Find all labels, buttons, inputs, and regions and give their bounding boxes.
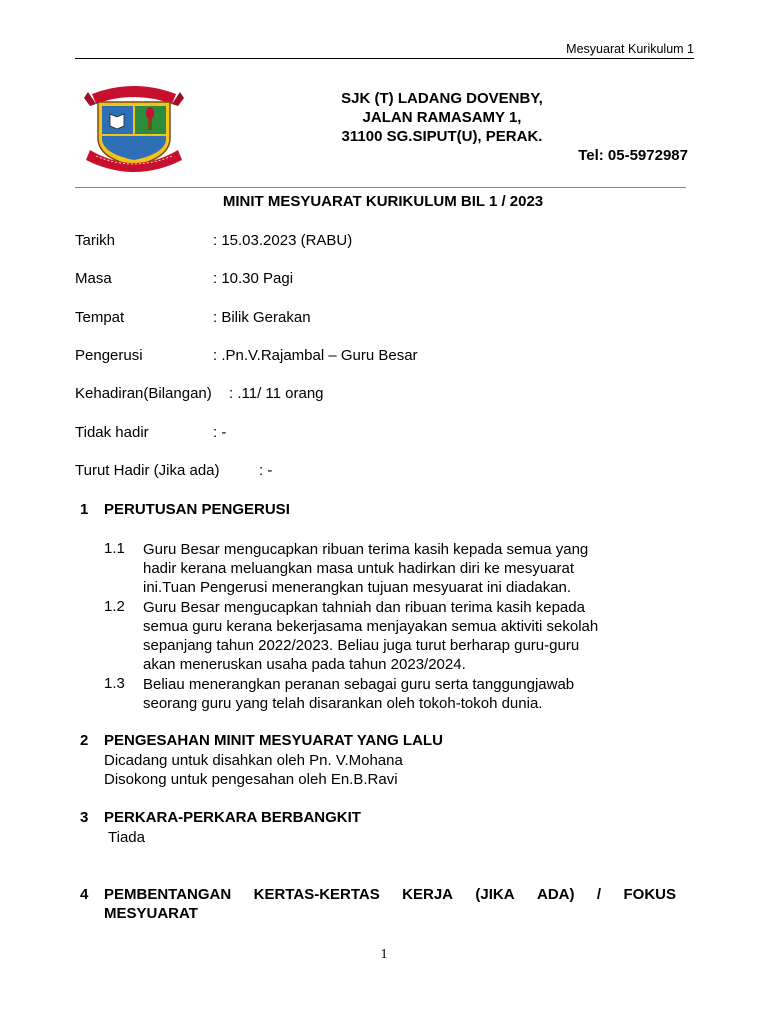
title-rule [75,187,686,188]
item-1-2-number: 1.2 [104,598,125,615]
detail-label-tarikh: Tarikh [75,232,116,249]
school-street: JALAN RAMASAMY 1, [362,109,522,126]
item-1-2-text: Guru Besar mengucapkan tahniah dan ribuan terima kasih kepada semua guru kerana bekerjasama menjayakan semua aktiviti sekolah sepanjang tahun 2022/2023. Beliau juga turut berharap guru-guru akan meneruskan usaha pada tahun 2023/2024. [143,599,599,673]
section-3-number: 3 [80,809,89,826]
detail-label-tidak-hadir: Tidak hadir [75,424,149,441]
section-2-title: PENGESAHAN MINIT MESYUARAT YANG LALU [104,732,443,749]
section-2-body: Dicadang untuk disahkan oleh Pn. V.Mohana Disokong untuk pengesahan oleh En.B.Ravi [104,752,403,788]
school-name: SJK (T) LADANG DOVENBY, [341,90,543,107]
detail-value-tidak-hadir: : - [213,424,227,441]
page-number: 1 [380,947,388,962]
detail-value-kehadiran: : .11/ 11 orang [229,385,324,402]
detail-label-turut-hadir: Turut Hadir (Jika ada) [75,462,220,479]
detail-label-tempat: Tempat [75,309,125,326]
school-crest-logo [84,80,184,172]
section-3-body: Tiada [108,829,145,846]
minutes-title: MINIT MESYUARAT KURIKULUM BIL 1 / 2023 [222,193,544,210]
detail-value-masa: : 10.30 Pagi [213,270,294,287]
section-2-number: 2 [80,732,89,749]
running-header: Mesyuarat Kurikulum 1 [566,42,694,56]
detail-value-tarikh: : 15.03.2023 (RABU) [213,232,353,249]
section-4-title-line-1: PEMBENTANGAN KERTAS-KERTAS KERJA (JIKA ADA) / FOKUS [104,886,676,903]
detail-value-pengerusi: : .Pn.V.Rajambal – Guru Besar [213,347,418,364]
detail-value-turut-hadir: : - [259,462,273,479]
section-1-number: 1 [80,501,89,518]
school-telephone: Tel: 05-5972987 [578,147,688,164]
item-1-1-text: Guru Besar mengucapkan ribuan terima kasih kepada semua yang hadir kerana meluangkan masa untuk hadirkan diri ke mesyuarat ini.Tuan Pengerusi menerangkan tujuan mesyuarat ini diadakan. [143,541,589,596]
detail-value-tempat: : Bilik Gerakan [213,309,311,326]
item-1-3-number: 1.3 [104,675,125,692]
section-3-title: PERKARA-PERKARA BERBANGKIT [104,809,361,826]
header-rule [75,58,694,59]
school-city: 31100 SG.SIPUT(U), PERAK. [341,128,543,145]
section-4-title-line-2: MESYUARAT [104,905,198,922]
item-1-1-number: 1.1 [104,540,125,557]
detail-label-kehadiran: Kehadiran(Bilangan) [75,385,212,402]
detail-label-pengerusi: Pengerusi [75,347,143,364]
detail-label-masa: Masa [75,270,112,287]
item-1-3-text: Beliau menerangkan peranan sebagai guru serta tanggungjawab seorang guru yang telah disarankan oleh tokoh-tokoh dunia. [143,676,575,712]
section-1-title: PERUTUSAN PENGERUSI [104,501,290,518]
section-4-number: 4 [80,886,89,903]
